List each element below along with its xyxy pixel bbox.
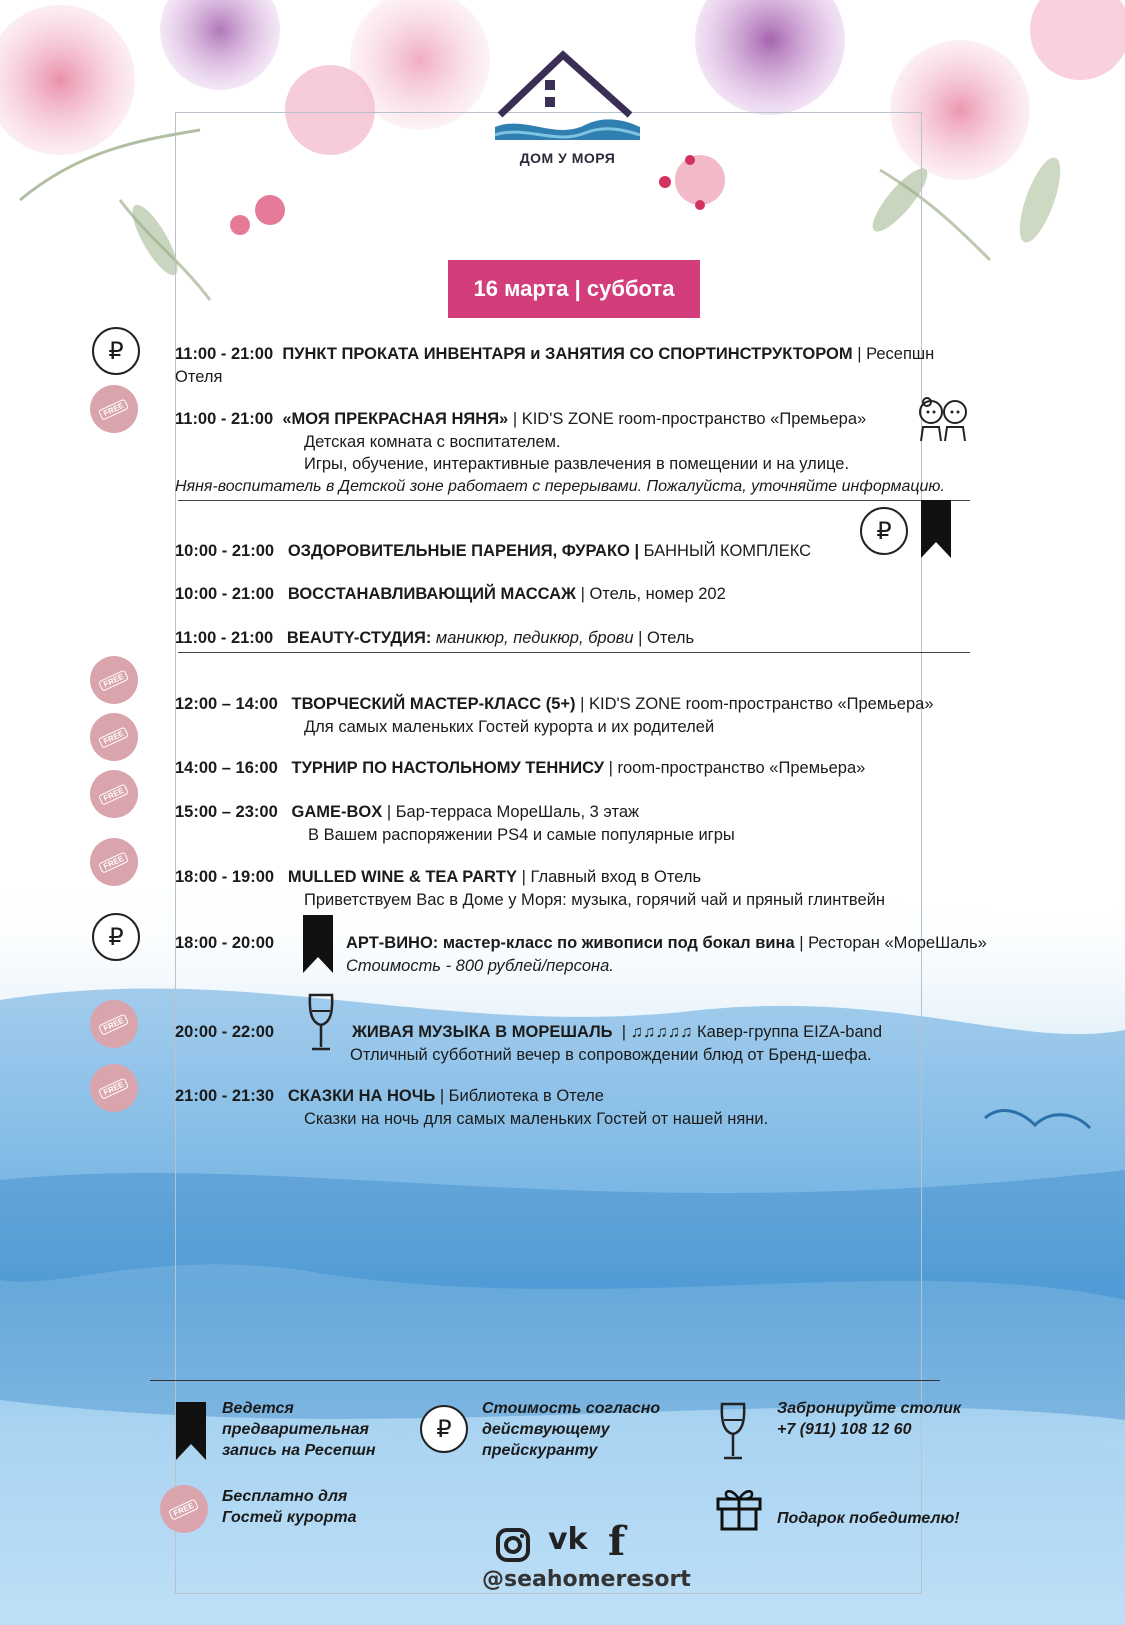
ruble-icon: ₽ — [420, 1405, 468, 1453]
event-steam — [175, 540, 811, 563]
event-desc: Детская комната с воспитателем. — [304, 433, 561, 451]
event-desc: Приветствуем Вас в Доме у Моря: музыка, горячий чай и пряный глинтвейн — [304, 891, 886, 909]
event-title: ОЗДОРОВИТЕЛЬНЫЕ ПАРЕНИЯ, ФУРАКО | — [287, 542, 640, 560]
legend-price: Стоимость согласно действующему прейскуранту — [482, 1400, 661, 1459]
event-place: | Ресторан «МореШаль» — [799, 934, 987, 952]
free-tag-icon: FREE — [90, 1064, 138, 1112]
event-time: 14:00 – 16:00 — [175, 759, 278, 777]
event-masterclass — [175, 693, 934, 716]
event-live-music-title — [352, 1021, 882, 1044]
legend-divider — [150, 1380, 940, 1381]
event-title: ВОССТАНАВЛИВАЮЩИЙ МАССАЖ — [287, 585, 576, 603]
vk-icon[interactable]: vk — [548, 1522, 588, 1557]
event-time: 10:00 - 21:00 — [175, 542, 275, 560]
free-tag-icon: FREE — [90, 838, 138, 886]
ruble-icon: ₽ — [860, 507, 908, 555]
event-desc: В Вашем распоряжении PS4 и самые популярные игры — [308, 826, 735, 844]
event-title: BEAUTY-СТУДИЯ: — [286, 629, 432, 647]
facebook-icon[interactable]: f — [608, 1518, 626, 1565]
legend-booking: Ведется предварительная запись на Ресепшн — [222, 1400, 376, 1459]
free-tag-icon: FREE — [90, 1000, 138, 1048]
date-badge: 16 марта | суббота — [448, 260, 700, 318]
event-gamebox — [175, 801, 639, 824]
event-time: 11:00 - 21:00 — [175, 345, 274, 363]
event-art-wine-title — [346, 932, 987, 955]
event-place: | ♫♫♫♫♫ Кавер-группа EIZA-band — [621, 1023, 883, 1041]
free-tag-icon: FREE — [90, 713, 138, 761]
event-live-music — [175, 1021, 274, 1044]
event-place: | Ресепшн — [857, 345, 935, 363]
event-place: | Главный вход в Отель — [521, 868, 702, 886]
legend-gift: Подарок победителю! — [777, 1510, 960, 1527]
bookmark-icon — [921, 500, 951, 558]
wine-glass-icon — [306, 993, 336, 1053]
gift-icon — [715, 1485, 763, 1531]
event-desc: Игры, обучение, интерактивные развлечения в помещении и на улице. — [304, 455, 850, 473]
instagram-icon[interactable] — [495, 1527, 531, 1563]
event-time: 12:00 – 14:00 — [175, 695, 278, 713]
event-place: | Бар-терраса МореШаль, 3 этаж — [386, 803, 640, 821]
section-divider — [178, 500, 970, 501]
event-title: ЖИВАЯ МУЗЫКА В МОРЕШАЛЬ — [352, 1023, 613, 1041]
event-time: 18:00 - 20:00 — [175, 934, 275, 952]
event-title: ТУРНИР ПО НАСТОЛЬНОМУ ТЕННИСУ — [291, 759, 605, 777]
event-title: АРТ-ВИНО: мастер-класс по живописи под бокал вина — [346, 934, 795, 952]
event-time: 18:00 - 19:00 — [175, 868, 275, 886]
event-place: | Отель, номер 202 — [580, 585, 726, 603]
logo-text: ДОМ У МОРЯ — [519, 150, 616, 166]
ruble-icon: ₽ — [92, 327, 140, 375]
page-frame — [175, 112, 922, 1594]
event-desc: Сказки на ночь для самых маленьких Гостей от нашей няни. — [304, 1110, 769, 1128]
event-rental — [175, 343, 934, 366]
event-services: маникюр, педикюр, брови — [435, 629, 634, 647]
event-time: 20:00 - 22:00 — [175, 1023, 275, 1041]
event-title: СКАЗКИ НА НОЧЬ — [287, 1087, 436, 1105]
ruble-icon: ₽ — [92, 913, 140, 961]
event-nanny — [175, 408, 866, 431]
event-art-wine — [175, 932, 274, 955]
event-place: | Отель — [638, 629, 695, 647]
event-desc: Отличный субботний вечер в сопровождении блюд от Бренд-шефа. — [350, 1046, 872, 1064]
event-title: GAME-BOX — [291, 803, 383, 821]
wine-glass-icon — [718, 1402, 748, 1462]
event-place: | Библиотека в Отеле — [439, 1087, 604, 1105]
event-time: 11:00 - 21:00 — [175, 629, 274, 647]
event-place: | room-пространство «Премьера» — [608, 759, 866, 777]
social-handle[interactable]: @seahomeresort — [482, 1567, 691, 1592]
event-time: 11:00 - 21:00 — [175, 410, 274, 428]
event-continuation: Отеля — [175, 368, 223, 386]
event-price: Стоимость - 800 рублей/персона. — [346, 957, 614, 975]
event-note: Няня-воспитатель в Детской зоне работает с перерывами. Пожалуйста, уточняйте информацию. — [175, 478, 945, 495]
event-title: ПУНКТ ПРОКАТА ИНВЕНТАРЯ и ЗАНЯТИЯ СО СПОРТИНСТРУКТОРОМ — [282, 345, 853, 363]
kids-icon — [915, 395, 971, 443]
free-tag-icon: FREE — [90, 770, 138, 818]
event-time: 15:00 – 23:00 — [175, 803, 278, 821]
event-tennis — [175, 757, 865, 780]
legend-free: Бесплатно для Гостей курорта — [222, 1488, 357, 1526]
bookmark-icon — [176, 1402, 206, 1460]
free-tag-icon: FREE — [160, 1485, 208, 1533]
event-time: 10:00 - 21:00 — [175, 585, 275, 603]
free-tag-icon: FREE — [90, 656, 138, 704]
legend-table-booking: Забронируйте столик +7 (911) 108 12 60 — [777, 1400, 961, 1438]
free-tag-icon: FREE — [90, 385, 138, 433]
event-place: | KID'S ZONE room-пространство «Премьера» — [580, 695, 934, 713]
bookmark-icon — [303, 915, 333, 973]
section-divider — [178, 652, 970, 653]
event-desc: Для самых маленьких Гостей курорта и их родителей — [304, 718, 715, 736]
event-time: 21:00 - 21:30 — [175, 1087, 275, 1105]
event-place: | KID'S ZONE room-пространство «Премьера» — [512, 410, 867, 428]
event-massage — [175, 583, 726, 606]
event-place: БАННЫЙ КОМПЛЕКС — [643, 542, 812, 560]
event-beauty — [175, 627, 694, 650]
event-mulled-wine — [175, 866, 701, 889]
event-bedtime-stories — [175, 1085, 604, 1108]
event-title: ТВОРЧЕСКИЙ МАСТЕР-КЛАСС (5+) — [291, 695, 576, 713]
event-title: MULLED WINE & TEA PARTY — [287, 868, 517, 886]
event-title: «МОЯ ПРЕКРАСНАЯ НЯНЯ» — [282, 410, 509, 428]
